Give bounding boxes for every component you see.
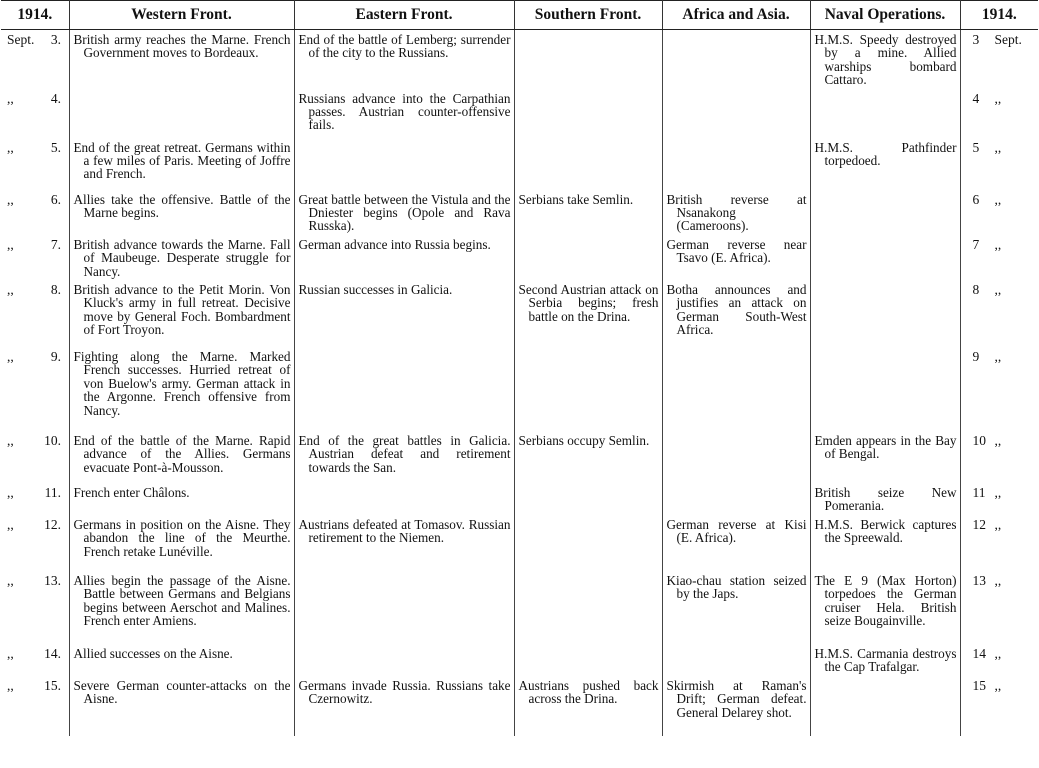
africa-asia-cell bbox=[662, 515, 810, 571]
month-label-right: ,, bbox=[994, 139, 1002, 155]
date-cell-right bbox=[960, 347, 1038, 431]
table-row bbox=[1, 235, 1038, 280]
naval-operations-cell bbox=[810, 571, 960, 644]
naval-entry: Emden appears in the Bay of Bengal. bbox=[814, 433, 957, 462]
naval-operations-cell bbox=[810, 347, 960, 431]
southern-entry: Serbians occupy Semlin. bbox=[518, 433, 650, 449]
southern-front-cell bbox=[514, 347, 662, 431]
western-front-cell bbox=[69, 89, 294, 138]
header-western-front: Western Front. bbox=[69, 1, 294, 30]
naval-operations-cell bbox=[810, 280, 960, 347]
header-row bbox=[1, 1, 1038, 30]
eastern-front-cell bbox=[294, 190, 514, 235]
day-label-right: 3 bbox=[972, 32, 980, 47]
africa-asia-entry: Botha announces and justifies an attack on German South-West Africa. bbox=[666, 282, 807, 338]
month-label-right: ,, bbox=[994, 349, 1002, 365]
eastern-entry: Austrians defeated at Tomasov. Russian retirement to the Niemen. bbox=[298, 516, 511, 546]
southern-front-cell bbox=[514, 644, 662, 676]
date-cell-right bbox=[960, 138, 1038, 190]
month-label-right: ,, bbox=[994, 433, 1002, 449]
southern-front-cell bbox=[514, 138, 662, 190]
month-label-right: ,, bbox=[994, 645, 1002, 661]
eastern-front-cell bbox=[294, 571, 514, 644]
date-cell bbox=[1, 515, 69, 571]
eastern-front-cell bbox=[294, 138, 514, 190]
date-cell bbox=[1, 347, 69, 431]
africa-asia-cell bbox=[662, 138, 810, 190]
western-entry: French enter Châlons. bbox=[73, 485, 190, 501]
eastern-entry: Russian successes in Galicia. bbox=[298, 282, 453, 298]
month-label-right: ,, bbox=[994, 191, 1002, 207]
month-label: ,, bbox=[7, 191, 14, 207]
naval-operations-cell bbox=[810, 644, 960, 676]
chronology-table bbox=[1, 0, 1038, 736]
date-cell-right bbox=[960, 571, 1038, 644]
southern-front-cell bbox=[514, 571, 662, 644]
month-label: ,, bbox=[7, 282, 14, 298]
date-cell-right bbox=[960, 280, 1038, 347]
day-label: 3. bbox=[50, 32, 61, 47]
africa-asia-cell bbox=[662, 30, 810, 89]
southern-entry: Second Austrian attack on Serbia begins; fresh battle on the Drina. bbox=[518, 282, 659, 324]
western-entry: British advance to the Petit Morin. Von Kluck's army in full retreat. Decisive move by General Foch. Bombardment of Fort Troyon. bbox=[73, 282, 291, 338]
header-year-right: 1914. bbox=[960, 1, 1038, 30]
month-label-right: ,, bbox=[994, 282, 1002, 298]
western-entry: Allied successes on the Aisne. bbox=[73, 645, 233, 661]
day-label-right: 14 bbox=[972, 645, 986, 661]
date-cell bbox=[1, 89, 69, 138]
southern-front-cell bbox=[514, 235, 662, 280]
africa-asia-cell bbox=[662, 676, 810, 736]
western-front-cell bbox=[69, 571, 294, 644]
month-label: ,, bbox=[7, 485, 14, 501]
eastern-front-cell bbox=[294, 89, 514, 138]
table-row bbox=[1, 347, 1038, 431]
africa-asia-cell bbox=[662, 235, 810, 280]
africa-asia-cell bbox=[662, 347, 810, 431]
naval-entry: H.M.S. Carmania destroys the Cap Trafalgar. bbox=[814, 645, 957, 675]
day-label: 14. bbox=[44, 645, 61, 661]
western-front-cell bbox=[69, 190, 294, 235]
month-label-right: ,, bbox=[994, 236, 1002, 252]
day-label: 15. bbox=[44, 677, 61, 693]
africa-asia-entry: British reverse at Nsanakong (Cameroons). bbox=[666, 191, 807, 234]
africa-asia-cell bbox=[662, 89, 810, 138]
eastern-front-cell bbox=[294, 644, 514, 676]
western-front-cell bbox=[69, 235, 294, 280]
month-label-right: ,, bbox=[994, 90, 1002, 106]
eastern-front-cell bbox=[294, 347, 514, 431]
day-label: 7. bbox=[50, 236, 61, 252]
naval-operations-cell bbox=[810, 676, 960, 736]
day-label-right: 7 bbox=[972, 236, 980, 252]
day-label-right: 12 bbox=[972, 516, 986, 532]
africa-asia-entry: Skirmish at Raman's Drift; German defeat. General Delarey shot. bbox=[666, 677, 807, 720]
southern-front-cell bbox=[514, 515, 662, 571]
africa-asia-entry: German reverse at Kisi (E. Africa). bbox=[666, 516, 807, 546]
day-label: 5. bbox=[50, 139, 61, 155]
month-label: ,, bbox=[7, 236, 14, 252]
eastern-entry: German advance into Russia begins. bbox=[298, 236, 491, 252]
western-entry: British advance towards the Marne. Fall of Maubeuge. Desperate struggle for Nancy. bbox=[73, 236, 291, 279]
table-row bbox=[1, 190, 1038, 235]
eastern-front-cell bbox=[294, 235, 514, 280]
naval-entry: H.M.S. Berwick captures the Spreewald. bbox=[814, 516, 957, 546]
day-label: 8. bbox=[50, 282, 61, 298]
month-label-right: ,, bbox=[994, 677, 1002, 693]
southern-front-cell bbox=[514, 676, 662, 736]
western-entry: British army reaches the Marne. French Government moves to Bordeaux. bbox=[73, 32, 291, 61]
date-cell-right bbox=[960, 676, 1038, 736]
eastern-entry: End of the great battles in Galicia. Austrian defeat and retirement towards the San. bbox=[298, 433, 511, 475]
western-front-cell bbox=[69, 676, 294, 736]
day-label-right: 5 bbox=[972, 139, 980, 155]
eastern-front-cell bbox=[294, 676, 514, 736]
southern-front-cell bbox=[514, 30, 662, 89]
date-cell-right bbox=[960, 644, 1038, 676]
date-cell bbox=[1, 30, 69, 89]
day-label-right: 6 bbox=[972, 191, 980, 207]
southern-front-cell bbox=[514, 89, 662, 138]
eastern-entry: Russians advance into the Carpathian passes. Austrian counter-offensive fails. bbox=[298, 90, 511, 133]
eastern-entry: Great battle between the Vistula and the Dniester begins (Opole and Rava Russka). bbox=[298, 191, 511, 234]
southern-front-cell bbox=[514, 280, 662, 347]
naval-operations-cell bbox=[810, 30, 960, 89]
western-entry: End of the battle of the Marne. Rapid advance of the Allies. Germans evacuate Pont-à-Mousson. bbox=[73, 433, 291, 475]
day-label: 9. bbox=[50, 349, 61, 365]
month-label: ,, bbox=[7, 677, 14, 693]
date-cell-right bbox=[960, 431, 1038, 483]
date-cell bbox=[1, 483, 69, 515]
date-cell bbox=[1, 431, 69, 483]
africa-asia-cell bbox=[662, 644, 810, 676]
month-label: Sept. bbox=[7, 32, 35, 47]
africa-asia-cell bbox=[662, 280, 810, 347]
table-row bbox=[1, 676, 1038, 736]
table-row bbox=[1, 30, 1038, 89]
day-label-right: 13 bbox=[972, 572, 986, 588]
southern-front-cell bbox=[514, 483, 662, 515]
table-row bbox=[1, 571, 1038, 644]
western-front-cell bbox=[69, 30, 294, 89]
day-label-right: 9 bbox=[972, 349, 980, 365]
naval-entry: H.M.S. Speedy destroyed by a mine. Allied warships bombard Cattaro. bbox=[814, 32, 957, 88]
month-label: ,, bbox=[7, 516, 14, 532]
month-label: ,, bbox=[7, 349, 14, 365]
western-entry: Germans in position on the Aisne. They abandon the line of the Meurthe. French retake Lunéville. bbox=[73, 516, 291, 559]
southern-front-cell bbox=[514, 431, 662, 483]
month-label: ,, bbox=[7, 139, 14, 155]
naval-operations-cell bbox=[810, 138, 960, 190]
date-cell bbox=[1, 190, 69, 235]
eastern-entry: End of the battle of Lemberg; surrender of the city to the Russians. bbox=[298, 32, 511, 61]
western-front-cell bbox=[69, 347, 294, 431]
eastern-front-cell bbox=[294, 280, 514, 347]
western-entry: Severe German counter-attacks on the Aisne. bbox=[73, 677, 291, 707]
western-front-cell bbox=[69, 431, 294, 483]
naval-operations-cell bbox=[810, 89, 960, 138]
date-cell bbox=[1, 138, 69, 190]
table-row bbox=[1, 280, 1038, 347]
africa-asia-cell bbox=[662, 571, 810, 644]
africa-asia-entry: German reverse near Tsavo (E. Africa). bbox=[666, 236, 807, 266]
date-cell bbox=[1, 644, 69, 676]
date-cell bbox=[1, 280, 69, 347]
date-cell-right bbox=[960, 30, 1038, 89]
eastern-front-cell bbox=[294, 515, 514, 571]
month-label-right: ,, bbox=[994, 516, 1002, 532]
day-label-right: 8 bbox=[972, 282, 980, 298]
western-front-cell bbox=[69, 483, 294, 515]
table-row bbox=[1, 515, 1038, 571]
table-row bbox=[1, 89, 1038, 138]
day-label: 12. bbox=[44, 516, 61, 532]
eastern-front-cell bbox=[294, 30, 514, 89]
header-africa-asia: Africa and Asia. bbox=[662, 1, 810, 30]
western-entry: End of the great retreat. Germans within a few miles of Paris. Meeting of Joffre and French. bbox=[73, 139, 291, 182]
naval-entry: H.M.S. Pathfinder torpedoed. bbox=[814, 139, 957, 169]
date-cell-right bbox=[960, 515, 1038, 571]
date-cell-right bbox=[960, 483, 1038, 515]
day-label-right: 10 bbox=[972, 433, 986, 449]
day-label: 6. bbox=[50, 191, 61, 207]
date-cell-right bbox=[960, 190, 1038, 235]
table-row bbox=[1, 431, 1038, 483]
naval-operations-cell bbox=[810, 431, 960, 483]
southern-entry: Serbians take Semlin. bbox=[518, 191, 634, 207]
western-front-cell bbox=[69, 138, 294, 190]
western-entry: Fighting along the Marne. Marked French successes. Hurried retreat of von Buelow's army. German attack in the Argonne. French offensive from Nancy. bbox=[73, 349, 291, 418]
header-year-left: 1914. bbox=[1, 1, 69, 30]
date-cell bbox=[1, 676, 69, 736]
date-cell bbox=[1, 571, 69, 644]
month-label: ,, bbox=[7, 433, 14, 449]
header-southern-front: Southern Front. bbox=[514, 1, 662, 30]
header-naval-operations: Naval Operations. bbox=[810, 1, 960, 30]
day-label-right: 15 bbox=[972, 677, 986, 693]
table-body bbox=[1, 30, 1038, 736]
western-front-cell bbox=[69, 644, 294, 676]
naval-operations-cell bbox=[810, 190, 960, 235]
day-label: 4. bbox=[50, 90, 61, 106]
western-entry: Allies begin the passage of the Aisne. Battle between Germans and Belgians begins between Aerschot and Malines. French enter Amiens. bbox=[73, 572, 291, 629]
table-row bbox=[1, 138, 1038, 190]
africa-asia-entry: Kiao-chau station seized by the Japs. bbox=[666, 572, 807, 602]
africa-asia-cell bbox=[662, 483, 810, 515]
date-cell-right bbox=[960, 235, 1038, 280]
month-label: ,, bbox=[7, 645, 14, 661]
month-label: ,, bbox=[7, 572, 14, 588]
southern-front-cell bbox=[514, 190, 662, 235]
day-label: 13. bbox=[44, 572, 61, 588]
eastern-front-cell bbox=[294, 483, 514, 515]
header-eastern-front: Eastern Front. bbox=[294, 1, 514, 30]
month-label-right: ,, bbox=[994, 572, 1002, 588]
eastern-front-cell bbox=[294, 431, 514, 483]
table-row bbox=[1, 483, 1038, 515]
day-label: 10. bbox=[44, 433, 61, 449]
western-entry: Allies take the offensive. Battle of the Marne begins. bbox=[73, 191, 291, 221]
western-front-cell bbox=[69, 515, 294, 571]
africa-asia-cell bbox=[662, 431, 810, 483]
date-cell-right bbox=[960, 89, 1038, 138]
africa-asia-cell bbox=[662, 190, 810, 235]
month-label: ,, bbox=[7, 90, 14, 106]
month-label-right: Sept. bbox=[994, 32, 1022, 47]
day-label-right: 4 bbox=[972, 90, 980, 106]
naval-operations-cell bbox=[810, 235, 960, 280]
naval-operations-cell bbox=[810, 483, 960, 515]
naval-entry: The E 9 (Max Horton) torpedoes the German cruiser Hela. British seize Bougainville. bbox=[814, 572, 957, 629]
southern-entry: Austrians pushed back across the Drina. bbox=[518, 677, 659, 707]
naval-operations-cell bbox=[810, 515, 960, 571]
date-cell bbox=[1, 235, 69, 280]
western-front-cell bbox=[69, 280, 294, 347]
day-label-right: 11 bbox=[972, 485, 986, 501]
month-label-right: ,, bbox=[994, 485, 1002, 501]
eastern-entry: Germans invade Russia. Russians take Czernowitz. bbox=[298, 677, 511, 707]
day-label: 11. bbox=[44, 485, 61, 501]
naval-entry: British seize New Pomerania. bbox=[814, 485, 957, 514]
table-row bbox=[1, 644, 1038, 676]
